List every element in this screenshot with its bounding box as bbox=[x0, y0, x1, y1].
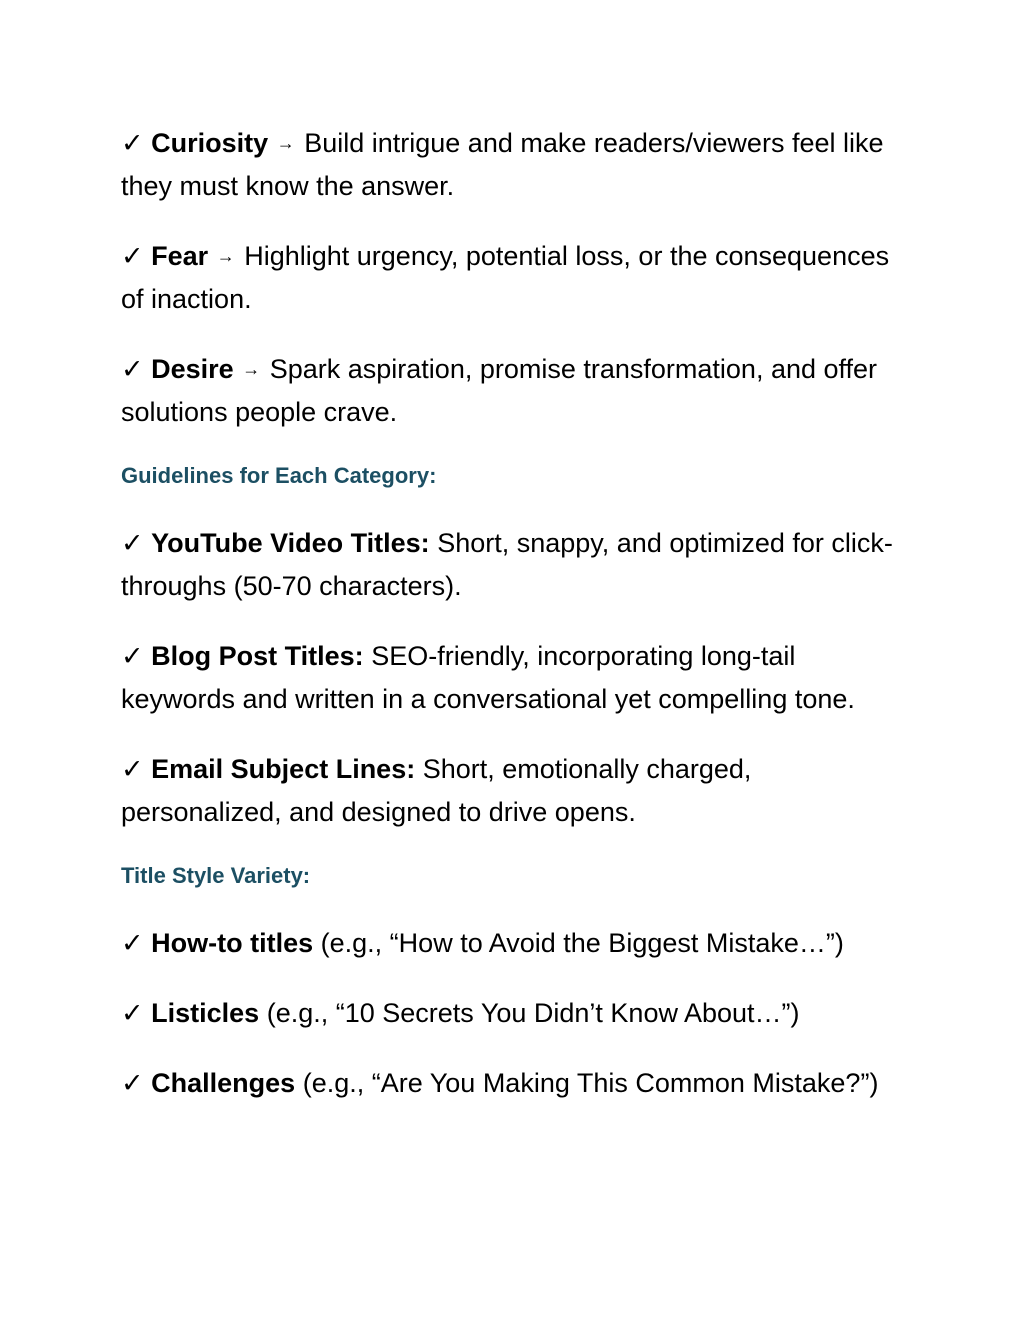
list-item-email-subject-lines bbox=[121, 748, 911, 834]
item-text: Build intrigue and make readers/viewers feel like they must know the answer. bbox=[121, 128, 884, 201]
list-item-desire bbox=[121, 348, 911, 434]
arrow-right-icon: → bbox=[242, 359, 261, 379]
list-item-blog-titles bbox=[121, 635, 911, 721]
section-heading-guidelines: Guidelines for Each Category: bbox=[121, 463, 437, 488]
item-text: SEO-friendly, incorporating long-tail keywords and written in a conversational yet compelling tone. bbox=[121, 641, 855, 714]
arrow-right-icon: → bbox=[276, 133, 295, 153]
item-term: Email Subject Lines: bbox=[151, 754, 416, 784]
item-term: Blog Post Titles: bbox=[151, 641, 364, 671]
item-term: Desire bbox=[151, 354, 234, 384]
check-icon: ✓ bbox=[121, 928, 144, 958]
check-icon: ✓ bbox=[121, 528, 144, 558]
list-item-youtube-titles bbox=[121, 522, 911, 608]
check-icon: ✓ bbox=[121, 641, 144, 671]
item-text: (e.g., “10 Secrets You Didn’t Know About…”) bbox=[266, 998, 800, 1028]
item-text: Short, emotionally charged, personalized, and designed to drive opens. bbox=[121, 754, 752, 827]
check-icon: ✓ bbox=[121, 354, 144, 384]
check-icon: ✓ bbox=[121, 128, 144, 158]
title-styles-list bbox=[121, 922, 911, 1105]
item-term: YouTube Video Titles: bbox=[151, 528, 430, 558]
emotion-list bbox=[121, 122, 911, 434]
list-item-fear bbox=[121, 235, 911, 321]
list-item-listicles bbox=[121, 992, 911, 1035]
item-term: Listicles bbox=[151, 998, 260, 1028]
list-item-how-to bbox=[121, 922, 911, 965]
guidelines-list bbox=[121, 522, 911, 834]
item-text: Highlight urgency, potential loss, or the consequences of inaction. bbox=[121, 241, 890, 314]
item-term: Challenges bbox=[151, 1068, 296, 1098]
item-text: Short, snappy, and optimized for click-throughs (50-70 characters). bbox=[121, 528, 893, 601]
document-page bbox=[121, 122, 911, 1132]
list-item-curiosity bbox=[121, 122, 911, 208]
item-text: Spark aspiration, promise transformation, and offer solutions people crave. bbox=[121, 354, 878, 427]
item-text: (e.g., “Are You Making This Common Mistake?”) bbox=[302, 1068, 879, 1098]
item-term: Curiosity bbox=[151, 128, 269, 158]
item-term: How-to titles bbox=[151, 928, 314, 958]
item-term: Fear bbox=[151, 241, 209, 271]
section-heading-title-styles: Title Style Variety: bbox=[121, 863, 311, 888]
check-icon: ✓ bbox=[121, 241, 144, 271]
check-icon: ✓ bbox=[121, 754, 144, 784]
item-text: (e.g., “How to Avoid the Biggest Mistake…”) bbox=[320, 928, 844, 958]
arrow-right-icon: → bbox=[216, 246, 235, 266]
check-icon: ✓ bbox=[121, 998, 144, 1028]
check-icon: ✓ bbox=[121, 1068, 144, 1098]
list-item-challenges bbox=[121, 1062, 911, 1105]
